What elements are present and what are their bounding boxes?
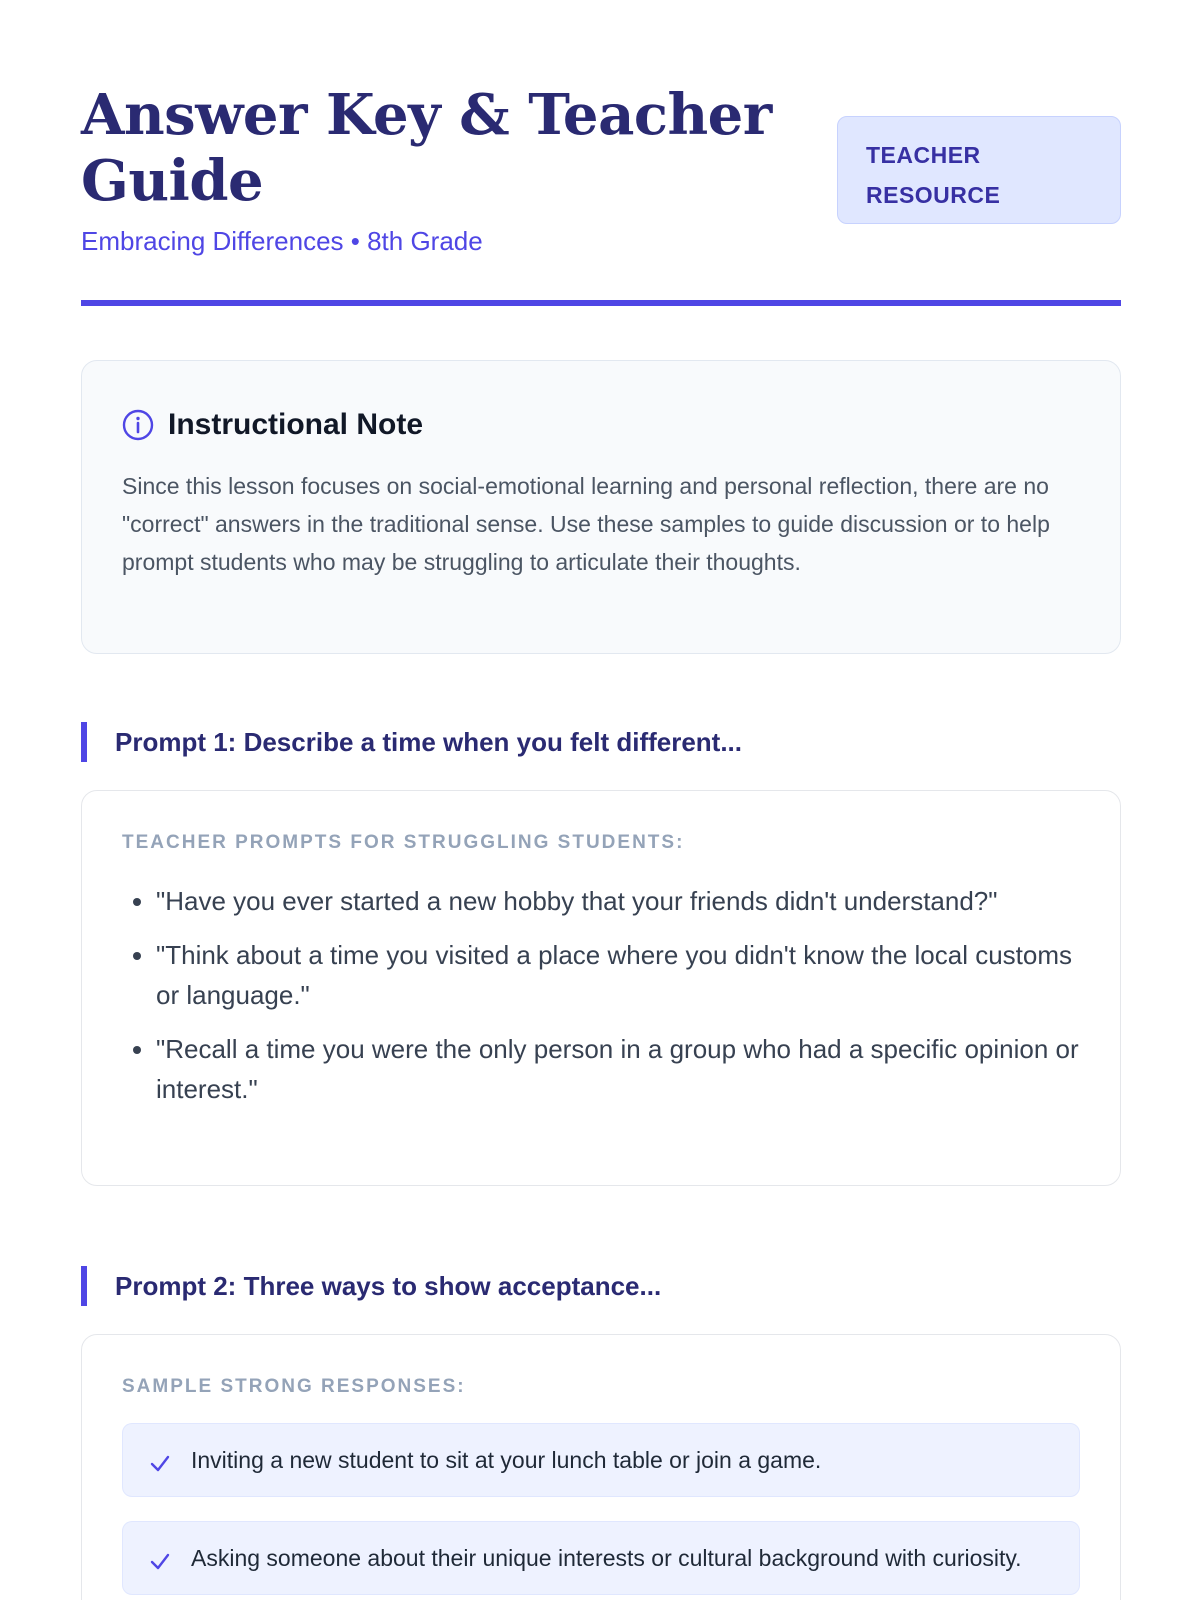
instructional-note xyxy=(81,360,1121,654)
prompt-1-heading: Prompt 1: Describe a time when you felt different... xyxy=(81,722,1121,762)
prompt-1-label: TEACHER PROMPTS FOR STRUGGLING STUDENTS: xyxy=(122,832,685,853)
instructional-note-header xyxy=(122,405,1080,445)
prompt-1-card xyxy=(81,790,1121,1186)
page-subtitle: Embracing Differences • 8th Grade xyxy=(81,226,483,256)
instructional-note-text: Since this lesson focuses on social-emotional learning and personal reflection, there are no "correct" answers in the traditional sense. Use these samples to guide discussion or to help prompt students who may be struggling to articulate their thoughts. xyxy=(122,473,1050,575)
teacher-prompts-list xyxy=(122,881,1080,1109)
answer-key-page xyxy=(81,0,1121,1571)
info-icon xyxy=(122,409,154,441)
response-text: Inviting a new student to sit at your lunch table or join a game. xyxy=(191,1447,822,1473)
list-item: • "Have you ever started a new hobby that your friends didn't understand?" xyxy=(156,881,1080,921)
list-item: • "Recall a time you were the only person in a group who had a specific opinion or interest." xyxy=(156,1029,1080,1109)
page-header xyxy=(81,0,1121,306)
page-title: Answer Key & Teacher Guide xyxy=(81,82,772,214)
list-item: • "Think about a time you visited a place where you didn't know the local customs or language." xyxy=(156,935,1080,1015)
instructional-note-title: Instructional Note xyxy=(168,408,424,441)
response-text: Asking someone about their unique interests or cultural background with curiosity. xyxy=(191,1545,1022,1571)
header-divider xyxy=(81,300,1121,306)
prompt-2-label: SAMPLE STRONG RESPONSES: xyxy=(122,1376,466,1397)
check-icon xyxy=(149,1550,171,1572)
check-icon xyxy=(149,1452,171,1474)
teacher-resource-badge: TEACHER RESOURCE xyxy=(837,116,1121,224)
prompt-2-heading: Prompt 2: Three ways to show acceptance... xyxy=(81,1266,1121,1306)
prompt-2-card xyxy=(81,1334,1121,1600)
response-item xyxy=(122,1423,1080,1497)
response-item xyxy=(122,1521,1080,1595)
